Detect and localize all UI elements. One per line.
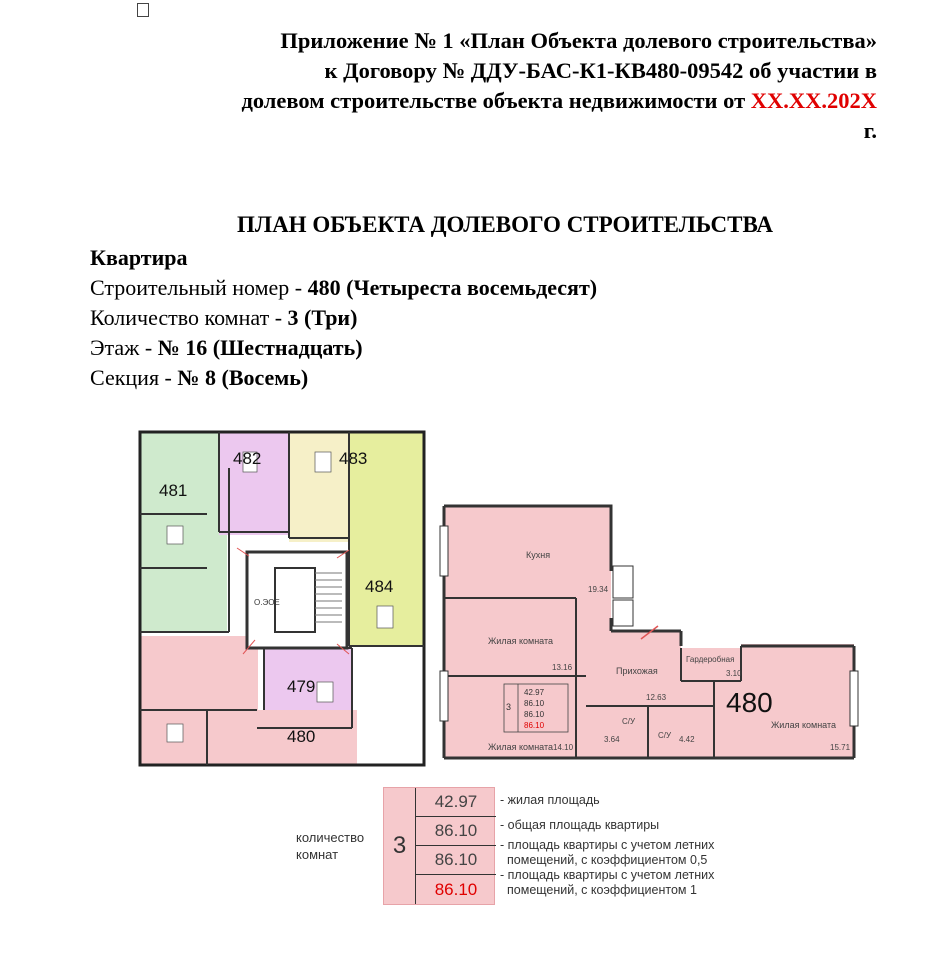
room-area: 3.64 xyxy=(604,735,620,744)
room-area: 19.34 xyxy=(588,585,609,594)
legend-box xyxy=(383,787,495,905)
detail-value: 480 (Четыреста восемьдесят) xyxy=(307,275,598,300)
legend-rooms-label xyxy=(296,829,364,863)
room-name: Жилая комната xyxy=(771,720,837,730)
summary-living: 42.97 xyxy=(524,688,545,697)
legend-desc-line: помещений, с коэффициентом 1 xyxy=(507,883,697,897)
floor-apartment-481: 481 xyxy=(159,481,188,500)
core-label: О.ЭОЕ xyxy=(254,598,280,607)
summary-total-1: 86.10 xyxy=(524,721,545,730)
floor-plan xyxy=(137,428,427,768)
room-name: Жилая комната xyxy=(488,742,554,752)
legend-desc-line: - площадь квартиры с учетом летних xyxy=(500,838,715,852)
room-area: 13.16 xyxy=(552,663,573,672)
apartment-plan xyxy=(436,496,866,768)
date-placeholder: XX.XX.202X xyxy=(750,88,877,113)
room-name: Гардеробная xyxy=(686,655,735,664)
apartment-480-area xyxy=(140,636,258,766)
header-line-3-text: долевом строительстве объекта недвижимости от xyxy=(241,88,751,113)
apartment-number: 480 xyxy=(726,687,773,718)
detail-section xyxy=(90,363,308,393)
checkbox[interactable] xyxy=(137,3,149,17)
header-line-2: к Договору № ДДУ-БАС-К1-КВ480-09542 об участии в xyxy=(324,58,877,83)
floor-apartment-483: 483 xyxy=(339,449,368,468)
room-name: Прихожая xyxy=(616,666,658,676)
legend-total-area: 86.10 xyxy=(416,817,496,846)
detail-label: Секция - xyxy=(90,365,178,390)
detail-floor xyxy=(90,333,363,363)
legend-area-coef-05: 86.10 xyxy=(416,846,496,875)
document-title: ПЛАН ОБЪЕКТА ДОЛЕВОГО СТРОИТЕЛЬСТВА xyxy=(237,212,773,237)
header-line-4: г. xyxy=(863,118,877,143)
detail-value: 3 (Три) xyxy=(287,305,358,330)
legend-rooms-value: 3 xyxy=(384,788,416,904)
floor-apartment-484: 484 xyxy=(365,577,394,596)
detail-label: Этаж - xyxy=(90,335,158,360)
detail-label: Количество комнат - xyxy=(90,305,288,330)
legend-desc-coef-1 xyxy=(500,868,714,898)
legend-desc-living: - жилая площадь xyxy=(500,793,600,807)
room-name: С/У xyxy=(622,717,636,726)
object-type: Квартира xyxy=(90,245,188,270)
legend-rooms-label-line: комнат xyxy=(296,847,339,862)
summary-total-05: 86.10 xyxy=(524,710,545,719)
room-name: Кухня xyxy=(526,550,551,560)
detail-value: № 8 (Восемь) xyxy=(177,365,309,390)
legend-rooms-label-line: количество xyxy=(296,830,365,845)
detail-rooms xyxy=(90,303,357,333)
legend-desc-total: - общая площадь квартиры xyxy=(500,818,660,832)
room-area: 15.71 xyxy=(830,743,851,752)
floor-apartment-480: 480 xyxy=(287,727,316,746)
legend-desc-line: - площадь квартиры с учетом летних xyxy=(500,868,715,882)
detail-label: Строительный номер - xyxy=(90,275,308,300)
legend-area-coef-1: 86.10 xyxy=(434,879,478,899)
floor-apartment-482: 482 xyxy=(233,449,262,468)
apartment-summary-box xyxy=(504,684,568,732)
summary-total: 86.10 xyxy=(524,699,545,708)
floor-apartment-479: 479 xyxy=(287,677,316,696)
legend-living-area: 42.97 xyxy=(416,788,496,817)
room-area: 14.10 xyxy=(553,743,574,752)
room-area: 12.63 xyxy=(646,693,667,702)
room-name: Жилая комната xyxy=(488,636,554,646)
legend-desc-coef-05 xyxy=(500,838,714,868)
header-line-1: Приложение № 1 «План Объекта долевого строительства» xyxy=(280,28,877,53)
summary-rooms: 3 xyxy=(506,702,512,712)
core-block xyxy=(247,552,347,648)
room-area: 3.10 xyxy=(726,669,742,678)
room-area: 4.42 xyxy=(679,735,695,744)
detail-value: № 16 (Шестнадцать) xyxy=(157,335,363,360)
apartment-481-area xyxy=(140,432,227,632)
room-name: С/У xyxy=(658,731,672,740)
legend-desc-line: помещений, с коэффициентом 0,5 xyxy=(507,853,708,867)
detail-building-number xyxy=(90,273,597,303)
header-line-3 xyxy=(241,86,877,116)
